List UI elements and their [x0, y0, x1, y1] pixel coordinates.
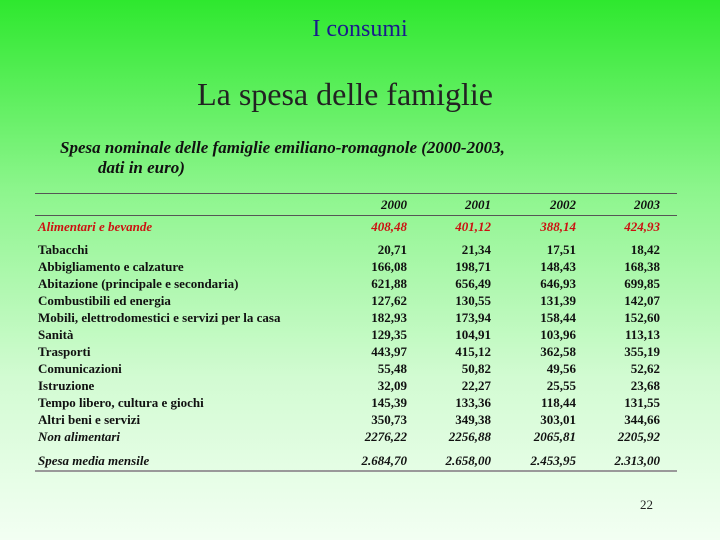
cell-2001: 173,94 [455, 310, 491, 325]
cell-2001: 22,27 [461, 378, 491, 393]
cell-2002: 118,44 [540, 395, 576, 410]
cell-2002: 49,56 [546, 361, 576, 376]
table-bottom-rule [35, 470, 677, 472]
cell-2003: 113,13 [624, 327, 660, 342]
row-label: Tabacchi [38, 242, 89, 257]
cell-2001: 656,49 [455, 276, 491, 291]
table-header-rule [35, 215, 677, 216]
cell-2000: 129,35 [371, 327, 407, 342]
cell-2002: 2.453,95 [530, 453, 576, 468]
cell-2003: 152,60 [624, 310, 660, 325]
cell-2000: 20,71 [377, 242, 407, 257]
cell-2000: 621,88 [371, 276, 407, 291]
cell-2001: 415,12 [455, 344, 491, 359]
caption-line-1: Spesa nominale delle famiglie emiliano-romagnole (2000-2003, [60, 138, 505, 157]
cell-2001: 21,34 [461, 242, 491, 257]
cell-2002: 362,58 [540, 344, 576, 359]
table-header-row [38, 197, 660, 214]
cell-2001: 50,82 [461, 361, 491, 376]
cell-2002: 103,96 [540, 327, 576, 342]
cell-2000: 350,73 [371, 412, 407, 427]
cell-2003: 168,38 [624, 259, 660, 274]
row-label: Mobili, elettrodomestici e servizi per la casa [38, 310, 281, 325]
cell-2000: 127,62 [371, 293, 407, 308]
cell-2000: 32,09 [377, 378, 407, 393]
row-label: Sanità [38, 327, 74, 342]
cell-2001: 401,12 [455, 219, 491, 234]
table-top-rule [35, 193, 677, 194]
cell-2002: 2002 [550, 197, 576, 212]
slide-title: I consumi [312, 16, 408, 42]
slide-subtitle: La spesa delle famiglie [197, 76, 493, 112]
cell-2001: 133,36 [455, 395, 491, 410]
cell-2003: 2.313,00 [614, 453, 660, 468]
cell-2003: 424,93 [624, 219, 660, 234]
cell-2002: 303,01 [540, 412, 576, 427]
cell-2003: 52,62 [630, 361, 660, 376]
row-label: Alimentari e bevande [38, 219, 153, 234]
table-row [38, 395, 660, 412]
table-row [38, 276, 660, 293]
table-row-total [38, 453, 660, 470]
cell-2003: 131,55 [624, 395, 660, 410]
cell-2002: 388,14 [540, 219, 576, 234]
table-row-highlight [38, 219, 660, 236]
cell-2000: 166,08 [371, 259, 407, 274]
cell-2002: 148,43 [540, 259, 576, 274]
table-row [38, 361, 660, 378]
cell-2003: 2205,92 [617, 429, 660, 444]
table-row [38, 327, 660, 344]
cell-2003: 23,68 [630, 378, 660, 393]
cell-2003: 699,85 [624, 276, 660, 291]
cell-2000: 145,39 [371, 395, 407, 410]
cell-2003: 142,07 [624, 293, 660, 308]
table-row [38, 412, 660, 429]
row-label: Trasporti [38, 344, 91, 359]
cell-2001: 2.658,00 [445, 453, 491, 468]
table-row [38, 293, 660, 310]
cell-2001: 198,71 [455, 259, 491, 274]
row-label: Non alimentari [38, 429, 120, 444]
row-label: Abbigliamento e calzature [38, 259, 184, 274]
cell-2002: 17,51 [546, 242, 576, 257]
table-row [38, 242, 660, 259]
cell-2001: 2001 [465, 197, 491, 212]
row-label: Istruzione [38, 378, 95, 393]
cell-2002: 158,44 [540, 310, 576, 325]
table-row [38, 344, 660, 361]
cell-2001: 349,38 [455, 412, 491, 427]
cell-2000: 55,48 [377, 361, 407, 376]
cell-2002: 25,55 [546, 378, 576, 393]
cell-2000: 443,97 [371, 344, 407, 359]
table-caption [60, 138, 505, 178]
cell-2003: 355,19 [624, 344, 660, 359]
row-label: Comunicazioni [38, 361, 122, 376]
table-row [38, 310, 660, 327]
cell-2000: 182,93 [371, 310, 407, 325]
row-label: Abitazione (principale e secondaria) [38, 276, 239, 291]
cell-2002: 131,39 [540, 293, 576, 308]
table-row [38, 378, 660, 395]
cell-2000: 2276,22 [364, 429, 407, 444]
cell-2000: 408,48 [371, 219, 407, 234]
cell-2001: 130,55 [455, 293, 491, 308]
table-row [38, 259, 660, 276]
cell-2002: 646,93 [540, 276, 576, 291]
cell-2001: 2256,88 [448, 429, 491, 444]
row-label: Altri beni e servizi [38, 412, 141, 427]
page-number: 22 [640, 497, 653, 512]
cell-2000: 2000 [381, 197, 407, 212]
cell-2003: 18,42 [630, 242, 660, 257]
cell-2000: 2.684,70 [361, 453, 407, 468]
row-label: Spesa media mensile [38, 453, 150, 468]
row-label: Tempo libero, cultura e giochi [38, 395, 204, 410]
cell-2003: 2003 [634, 197, 660, 212]
caption-line-2: dati in euro) [98, 158, 185, 177]
row-label: Combustibili ed energia [38, 293, 171, 308]
cell-2001: 104,91 [455, 327, 491, 342]
table-row-subtotal [38, 429, 660, 446]
cell-2003: 344,66 [624, 412, 660, 427]
cell-2002: 2065,81 [533, 429, 576, 444]
